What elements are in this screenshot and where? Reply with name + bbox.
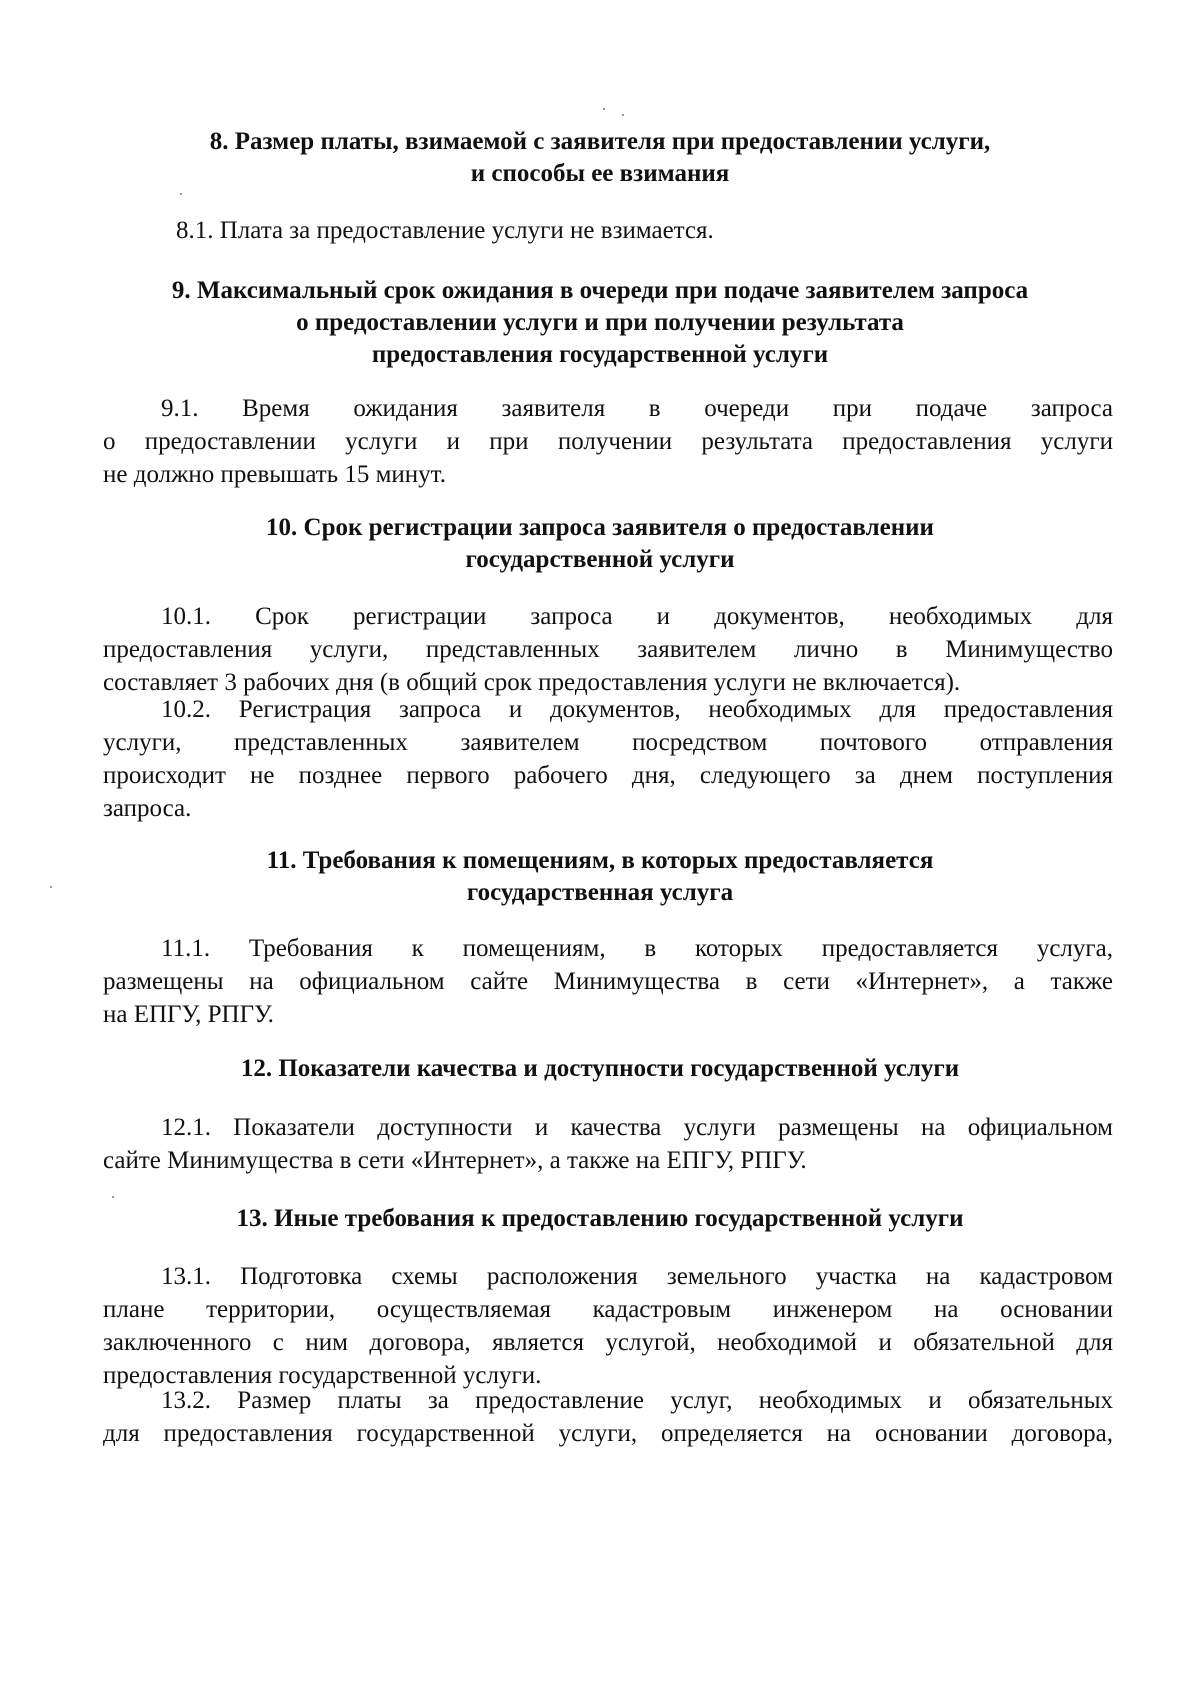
paragraph-line: составляет 3 рабочих дня (в общий срок предоставления услуги не включается). [103,669,961,696]
paragraph-line: 8.1. Плата за предоставление услуги не взимается. [176,217,714,244]
heading-line: государственной услуги [465,546,735,573]
paragraph-10-1 [103,600,1113,699]
paragraph-line: сайте Минимущества в сети «Интернет», а также на ЕПГУ, РПГУ. [103,1147,807,1174]
section-11-heading [80,845,1120,909]
paragraph-line: 13.1. Подготовка схемы расположения земельного участка на кадастровом [161,1263,1113,1290]
paragraph-line: не должно превышать 15 минут. [103,461,446,488]
paragraph-line: размещены на официальном сайте Минимущества в сети «Интернет», а также [103,968,1113,995]
scan-speck [603,108,605,110]
heading-line: 13. Иные требования к предоставлению государственной услуги [236,1205,964,1232]
paragraph-line: на ЕПГУ, РПГУ. [103,1001,274,1028]
paragraph-line: плане территории, осуществляемая кадастровым инженером на основании [103,1296,1113,1323]
paragraph-11-1 [103,932,1113,1031]
paragraph-line: предоставления государственной услуги. [103,1362,542,1389]
paragraph-line: происходит не позднее первого рабочего дня, следующего за днем поступления [103,762,1113,789]
heading-line: 11. Требования к помещениям, в которых предоставляется [266,847,934,874]
paragraph-12-1 [103,1111,1113,1177]
paragraph-line: 13.2. Размер платы за предоставление услуг, необходимых и обязательных [161,1387,1113,1414]
section-13-heading [80,1203,1120,1235]
section-8-heading [80,126,1120,190]
paragraph-13-2 [103,1384,1113,1450]
paragraph-8-1 [103,214,1113,247]
section-12-heading [80,1053,1120,1085]
heading-line: 9. Максимальный срок ожидания в очереди при подаче заявителем запроса [171,277,1029,304]
paragraph-line: заключенного с ним договора, является услугой, необходимой и обязательной для [103,1329,1113,1356]
heading-line: о предоставлении услуги и при получении результата [296,309,904,336]
scan-speck [112,1196,114,1198]
heading-line: 10. Срок регистрации запроса заявителя о предоставлении [266,514,934,541]
scan-speck [622,114,624,116]
scan-speck [180,193,182,195]
heading-line: 12. Показатели качества и доступности государственной услуги [240,1055,960,1082]
scan-speck [50,886,52,888]
paragraph-line: 10.1. Срок регистрации запроса и документов, необходимых для [161,603,1113,630]
paragraph-line: предоставления услуги, представленных заявителем лично в Минимущество [103,636,1113,663]
paragraph-9-1 [103,392,1113,491]
heading-line: и способы ее взимания [470,160,730,187]
paragraph-line: 9.1. Время ожидания заявителя в очереди при подаче запроса [161,395,1113,422]
paragraph-line: о предоставлении услуги и при получении результата предоставления услуги [103,428,1113,455]
paragraph-line: 11.1. Требования к помещениям, в которых предоставляется услуга, [161,935,1113,962]
paragraph-line: запроса. [103,795,192,822]
paragraph-line: услуги, представленных заявителем посредством почтового отправления [103,729,1113,756]
paragraph-line: 10.2. Регистрация запроса и документов, необходимых для предоставления [161,696,1113,723]
heading-line: 8. Размер платы, взимаемой с заявителя при предоставлении услуги, [209,128,991,155]
section-9-heading [80,275,1120,371]
section-10-heading [80,512,1120,576]
paragraph-13-1 [103,1260,1113,1392]
heading-line: предоставления государственной услуги [371,341,829,368]
paragraph-10-2 [103,693,1113,825]
paragraph-line: для предоставления государственной услуги, определяется на основании договора, [103,1420,1113,1447]
heading-line: государственная услуга [466,879,734,906]
paragraph-line: 12.1. Показатели доступности и качества услуги размещены на официальном [161,1114,1113,1141]
